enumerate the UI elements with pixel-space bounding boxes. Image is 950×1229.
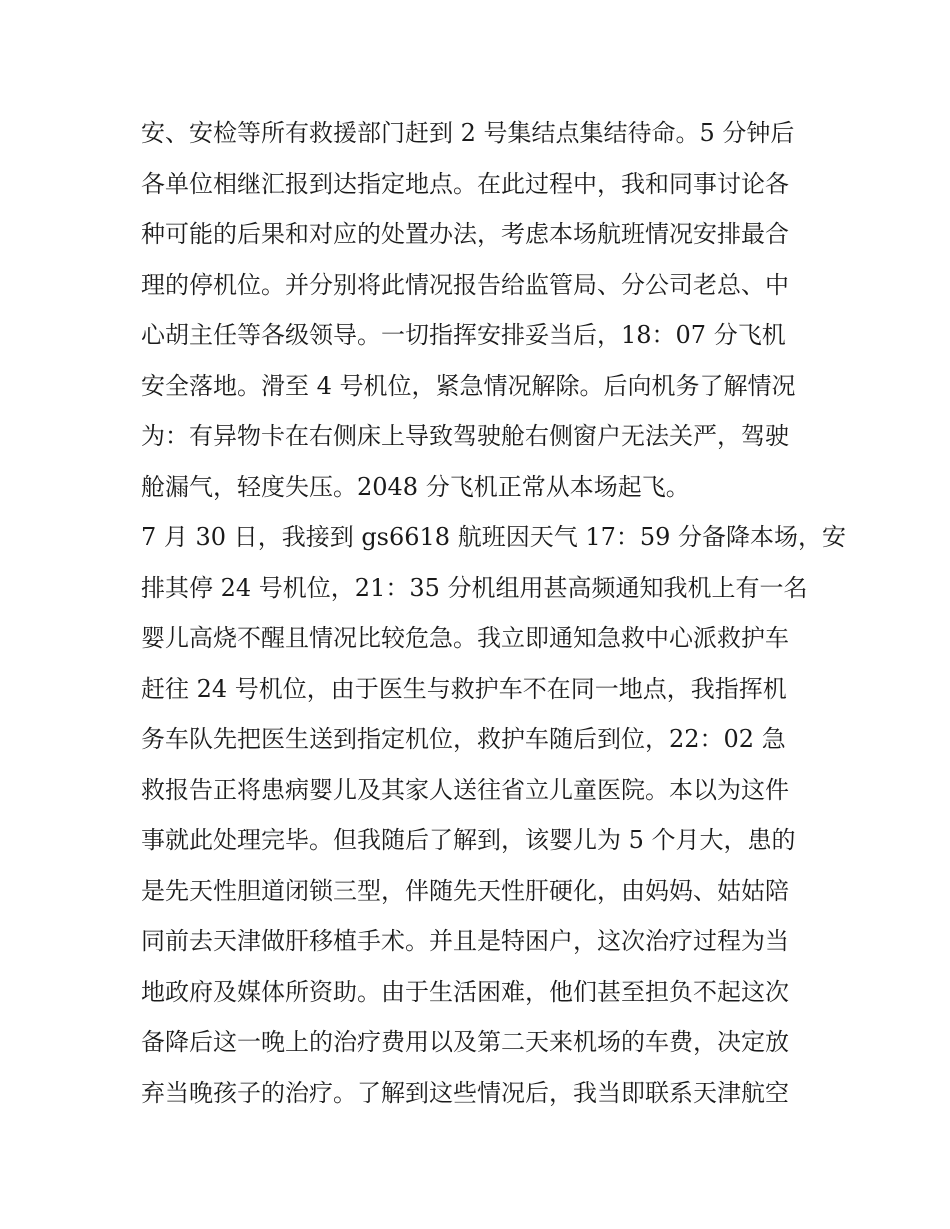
text-line: 心胡主任等各级领导。一切指挥安排妥当后，18：07 分飞机 [141, 321, 786, 349]
text-line: 救报告正将患病婴儿及其家人送往省立儿童医院。本以为这件 [141, 775, 789, 804]
text-line: 舱漏气，轻度失压。2048 分飞机正常从本场起飞。 [141, 472, 690, 501]
text-line: 是先天性胆道闭锁三型，伴随先天性肝硬化，由妈妈、姑姑陪 [141, 876, 789, 905]
text-line: 弃当晚孩子的治疗。了解到这些情况后，我当即联系天津航空 [141, 1078, 789, 1107]
text-line: 地政府及媒体所资助。由于生活困难，他们甚至担负不起这次 [141, 977, 789, 1006]
text-line: 同前去天津做肝移植手术。并且是特困户，这次治疗过程为当 [141, 927, 789, 955]
text-line: 务车队先把医生送到指定机位，救护车随后到位，22：02 急 [141, 725, 786, 753]
text-line: 理的停机位。并分别将此情况报告给监管局、分公司老总、中 [141, 270, 789, 299]
text-line: 种可能的后果和对应的处置办法，考虑本场航班情况安排最合 [141, 220, 789, 248]
body-text [141, 108, 847, 1118]
text-line: 安全落地。滑至 4 号机位，紧急情况解除。后向机务了解情况 [141, 371, 796, 400]
text-line: 备降后这一晚上的治疗费用以及第二天来机场的车费，决定放 [141, 1028, 789, 1056]
text-line: 事就此处理完毕。但我随后了解到，该婴儿为 5 个月大，患的 [141, 826, 796, 854]
text-line: 婴儿高烧不醒且情况比较危急。我立即通知急救中心派救护车 [141, 624, 789, 652]
text-line: 为：有异物卡在右侧床上导致驾驶舱右侧窗户无法关严，驾驶 [141, 422, 789, 450]
text-line: 赶往 24 号机位，由于医生与救护车不在同一地点，我指挥机 [141, 674, 787, 703]
text-line: 安、安检等所有救援部门赶到 2 号集结点集结待命。5 分钟后 [141, 119, 795, 147]
text-line: 各单位相继汇报到达指定地点。在此过程中，我和同事讨论各 [141, 169, 789, 198]
text-line: 7 月 30 日，我接到 gs6618 航班因天气 17：59 分备降本场，安 [141, 523, 847, 551]
text-line: 排其停 24 号机位，21：35 分机组用甚高频通知我机上有一名 [141, 573, 808, 602]
